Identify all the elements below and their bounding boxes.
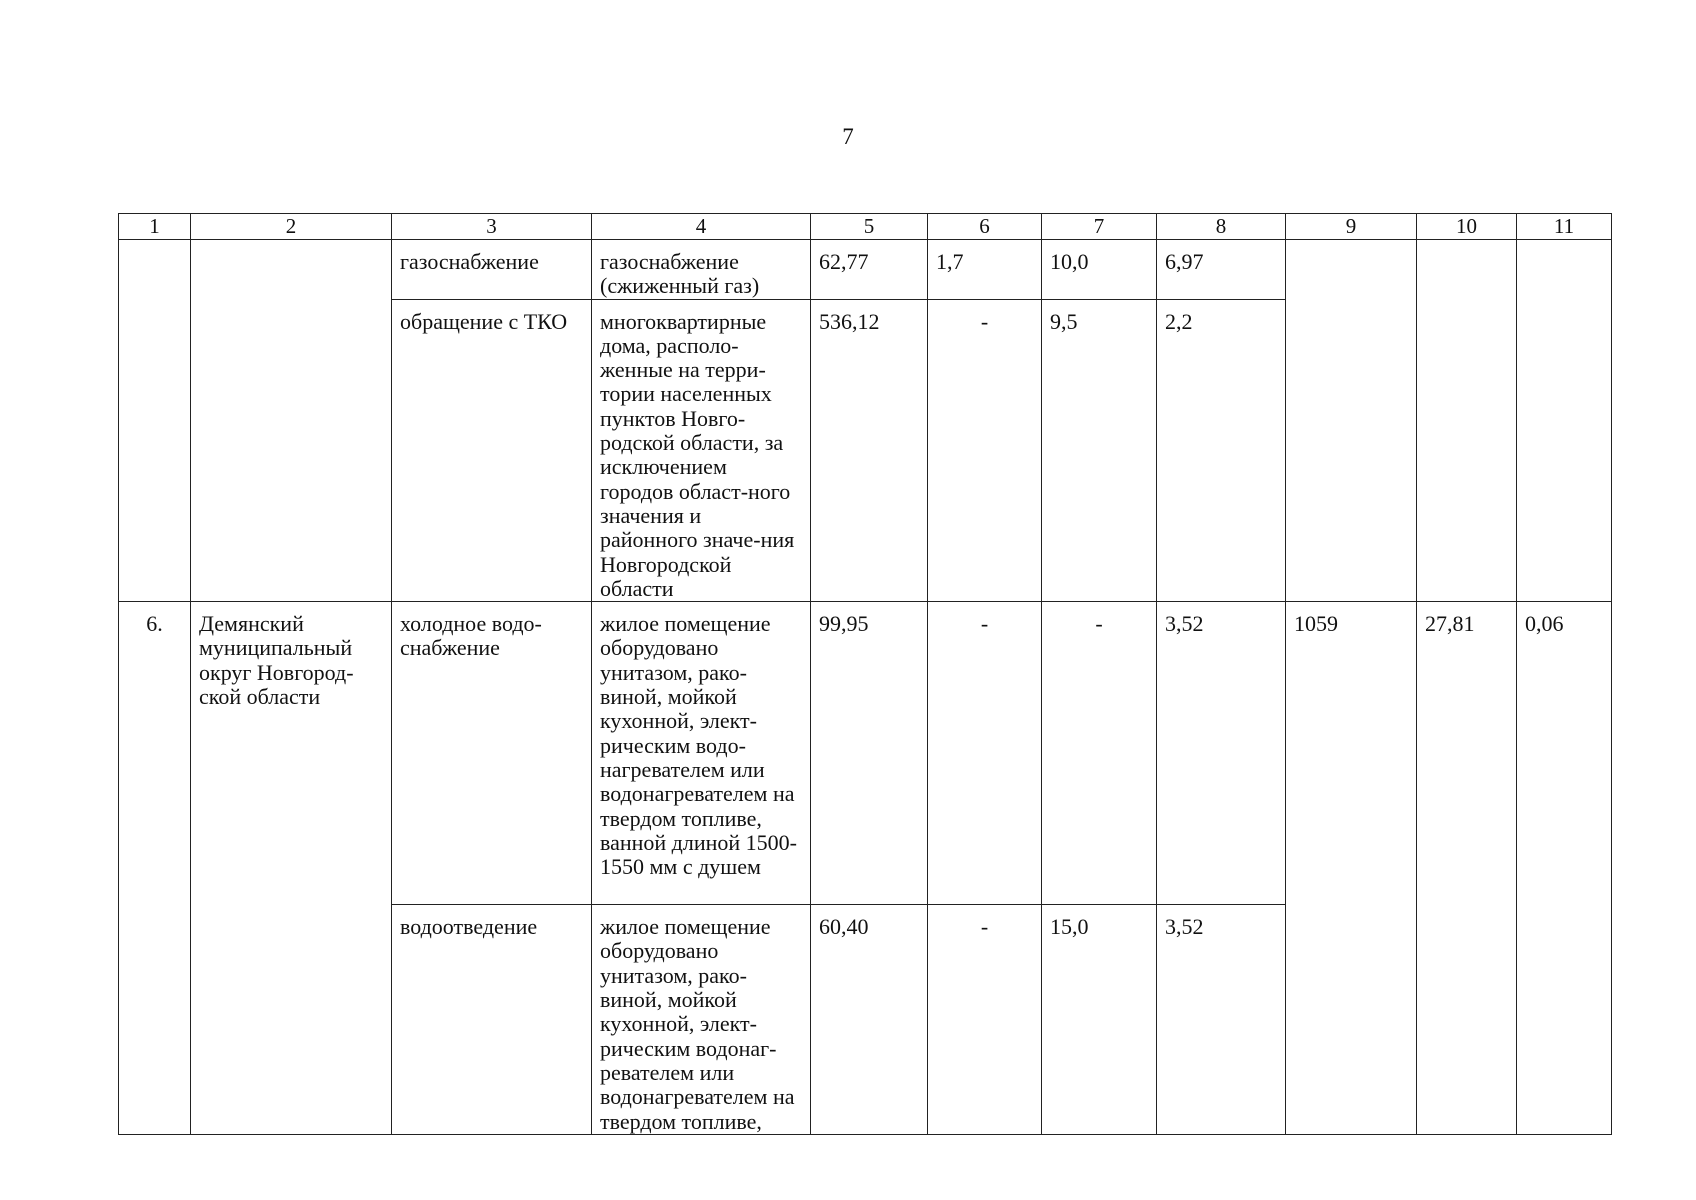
column-header-11: 11	[1517, 214, 1612, 240]
cell-value-6: 1,7	[928, 240, 1042, 300]
page-number: 7	[842, 124, 854, 149]
cell-description: жилое помещение оборудовано унитазом, рако-виной, мойкой кухонной, элект-рическим водонаг-ревателем или водонагревателем на твердом топливе,	[592, 905, 811, 1135]
cell-value-8: 3,52	[1157, 602, 1286, 905]
cell-value-10	[1417, 240, 1517, 602]
cell-value-6: -	[928, 905, 1042, 1135]
cell-municipality	[191, 240, 392, 602]
cell-value-9	[1286, 240, 1417, 602]
cell-service: газоснабжение	[392, 240, 592, 300]
cell-value-8: 3,52	[1157, 905, 1286, 1135]
cell-value-8: 2,2	[1157, 299, 1286, 602]
cell-description: газоснабжение (сжиженный газ)	[592, 240, 811, 300]
column-header-8: 8	[1157, 214, 1286, 240]
cell-value-6: -	[928, 602, 1042, 905]
cell-value-9: 1059	[1286, 602, 1417, 1135]
header-row	[119, 214, 1612, 240]
cell-value-5: 536,12	[811, 299, 928, 602]
cell-value-8: 6,97	[1157, 240, 1286, 300]
cell-value-7: 15,0	[1042, 905, 1157, 1135]
cell-value-5: 60,40	[811, 905, 928, 1135]
cell-value-5: 99,95	[811, 602, 928, 905]
column-header-3: 3	[392, 214, 592, 240]
column-header-4: 4	[592, 214, 811, 240]
cell-service: водоотведение	[392, 905, 592, 1135]
cell-value-7: 9,5	[1042, 299, 1157, 602]
column-header-2: 2	[191, 214, 392, 240]
cell-value-10: 27,81	[1417, 602, 1517, 1135]
column-header-9: 9	[1286, 214, 1417, 240]
cell-municipality: Демянский муниципальный округ Новгород-ской области	[191, 602, 392, 1135]
table-row	[119, 602, 1612, 905]
column-header-1: 1	[119, 214, 191, 240]
column-header-6: 6	[928, 214, 1042, 240]
cell-value-6: -	[928, 299, 1042, 602]
column-header-10: 10	[1417, 214, 1517, 240]
column-header-5: 5	[811, 214, 928, 240]
cell-value-7: -	[1042, 602, 1157, 905]
cell-value-11	[1517, 240, 1612, 602]
cell-number	[119, 240, 191, 602]
cell-description: многоквартирные дома, располо-женные на терри-тории населенных пунктов Новго-родской области, за исключением городов област-ного значения и районного значе-ния Новгородской области	[592, 299, 811, 602]
cell-value-5: 62,77	[811, 240, 928, 300]
cell-description: жилое помещение оборудовано унитазом, рако-виной, мойкой кухонной, элект-рическим водо-нагревателем или водонагревателем на твердом топливе, ванной длиной 1500-1550 мм с душем	[592, 602, 811, 905]
column-header-7: 7	[1042, 214, 1157, 240]
tariff-table	[118, 213, 1612, 1135]
cell-service: обращение с ТКО	[392, 299, 592, 602]
table-row	[119, 240, 1612, 300]
cell-number: 6.	[119, 602, 191, 1135]
cell-value-11: 0,06	[1517, 602, 1612, 1135]
cell-value-7: 10,0	[1042, 240, 1157, 300]
cell-service: холодное водо-снабжение	[392, 602, 592, 905]
